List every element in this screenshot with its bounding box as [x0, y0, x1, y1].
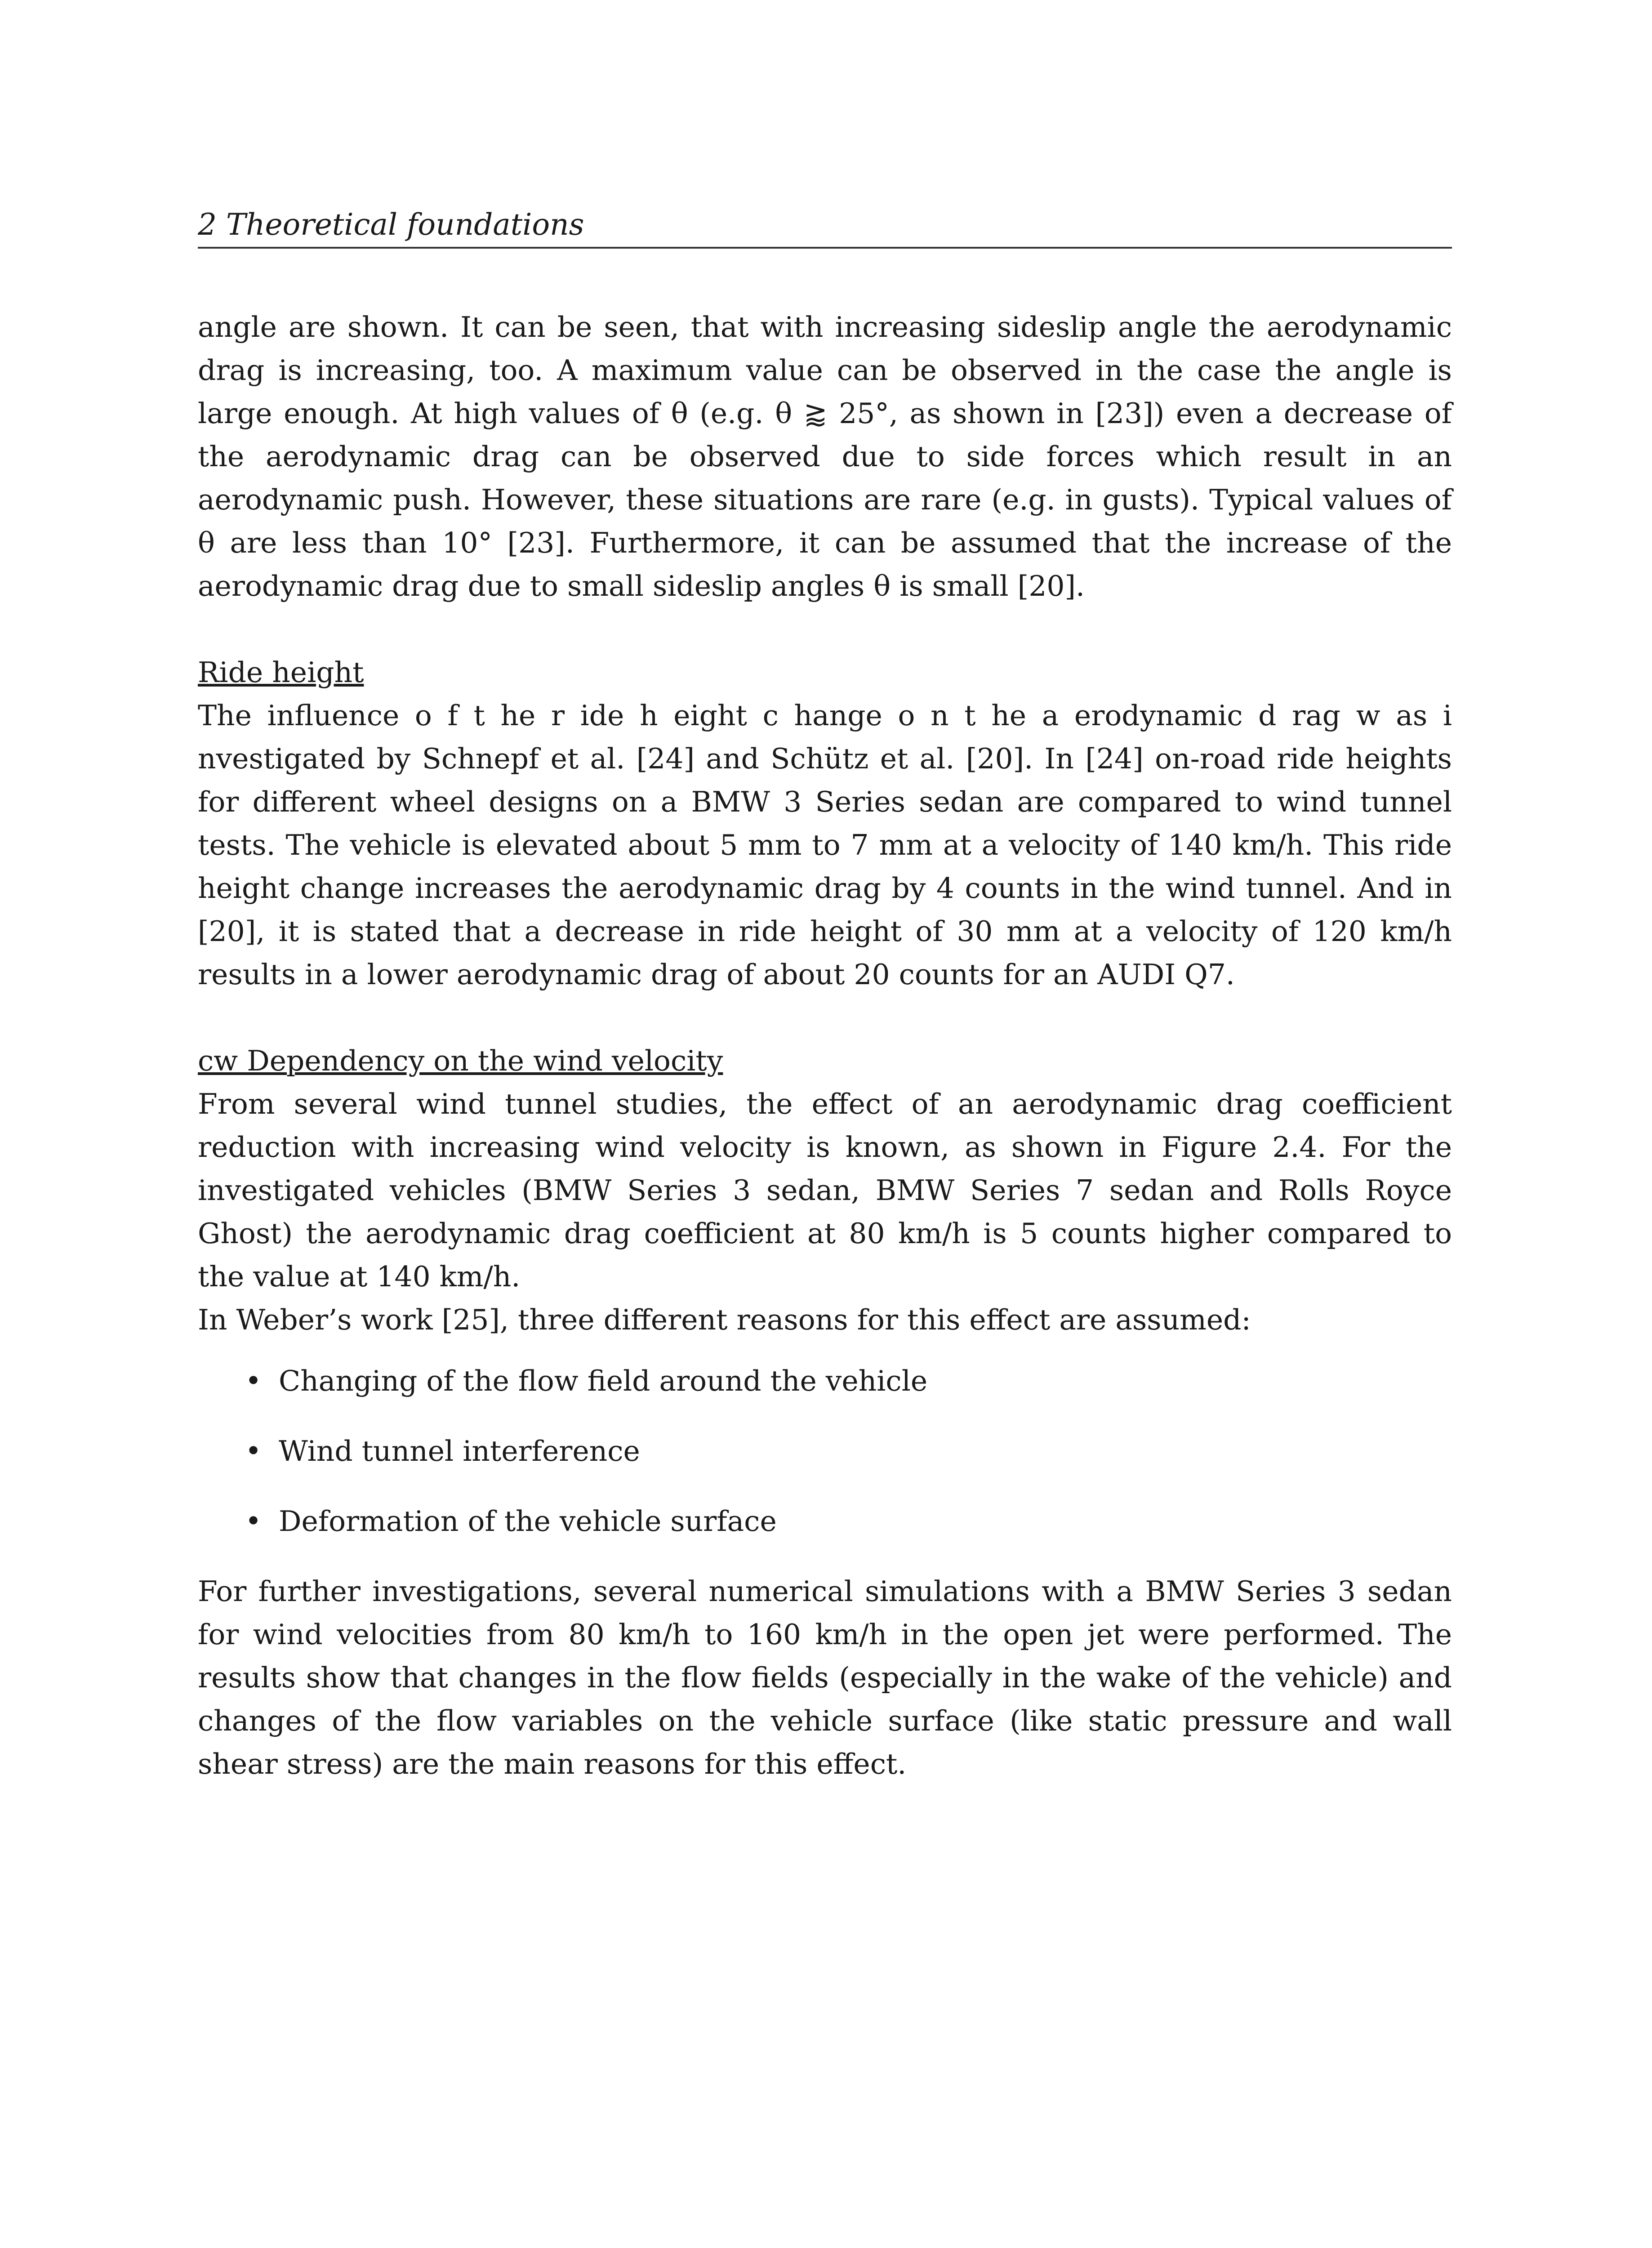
- list-item: • Changing of the flow field around the vehicle: [198, 1360, 1452, 1403]
- page-body: [198, 306, 1452, 1786]
- reasons-list: [198, 1360, 1452, 1543]
- running-head: 2 Theoretical foundations: [198, 205, 1452, 249]
- paragraph-wind-velocity: From several wind tunnel studies, the effect of an aerodynamic drag coefficient reduction with increasing wind velocity is known, as shown in Figure 2.4. For the investigated vehicles (BMW Series 3 sedan, BMW Series 7 sedan and Rolls Royce Ghost) the aerodynamic drag coefficient at 80 km/h is 5 counts higher compared to the value at 140 km/h.: [198, 1088, 1452, 1293]
- heading-ride-height: Ride height: [198, 656, 364, 689]
- list-item: • Wind tunnel interference: [198, 1430, 1452, 1473]
- paragraph-further-investigations: For further investigations, several numerical simulations with a BMW Series 3 sedan for wind velocities from 80 km/h to 160 km/h in the open jet were performed. The results show that changes in the flow fields (especially in the wake of the vehicle) and changes of the flow variables on the vehicle surface (like static pressure and wall shear stress) are the main reasons for this effect.: [198, 1575, 1452, 1780]
- paragraph-sideslip: angle are shown. It can be seen, that with increasing sideslip angle the aerodynamic drag is increasing, too. A maximum value can be observed in the case the angle is large enough. At high values of θ (e.g. θ ⪆ 25°, as shown in [23]) even a decrease of the aerodynamic drag can be observed due to side forces which result in an aerodynamic push. However, these situations are rare (e.g. in gusts). Typical values of θ are less than 10° [23]. Furthermore, it can be assumed that the increase of the aerodynamic drag due to small sideslip angles θ is small [20].: [198, 311, 1452, 602]
- paragraph-weber-reasons: In Weber’s work [25], three different reasons for this effect are assumed:: [198, 1303, 1251, 1336]
- list-item: • Deformation of the vehicle surface: [198, 1500, 1452, 1543]
- paragraph-ride-height: The influence o f t he r ide h eight c hange o n t he a erodynamic d rag w as i nvestigated by Schnepf et al. [24] and Schütz et al. [20]. In [24] on-road ride heights for different wheel designs on a BMW 3 Series sedan are compared to wind tunnel tests. The vehicle is elevated about 5 mm to 7 mm at a velocity of 140 km/h. This ride height change increases the aerodynamic drag by 4 counts in the wind tunnel. And in [20], it is stated that a decrease in ride height of 30 mm at a velocity of 120 km/h results in a lower aerodynamic drag of about 20 counts for an AUDI Q7.: [198, 699, 1452, 991]
- heading-cw-dependency: cw Dependency on the wind velocity: [198, 1044, 723, 1077]
